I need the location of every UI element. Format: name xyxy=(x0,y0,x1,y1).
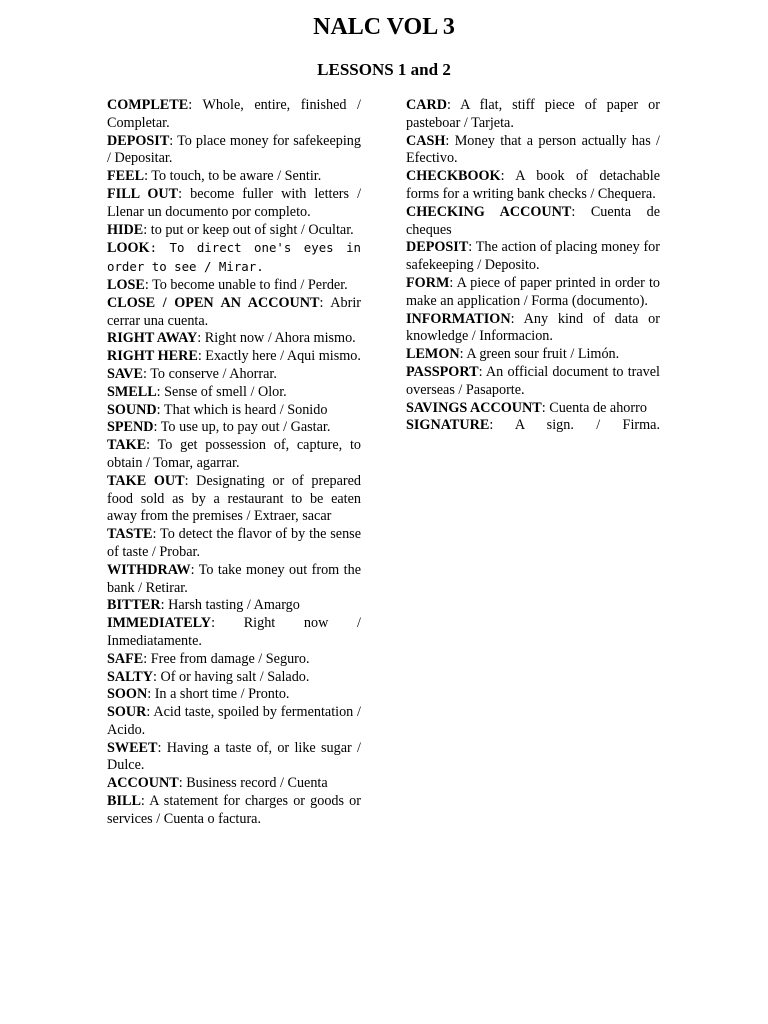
vocab-term: SPEND xyxy=(107,419,154,436)
vocab-entry xyxy=(107,239,361,277)
vocab-entry xyxy=(107,704,361,740)
vocab-definition: : Whole, entire, finished / Completar. xyxy=(107,97,361,131)
vocabulary-column-right xyxy=(406,97,660,435)
vocab-entry xyxy=(107,168,361,186)
vocab-term: SALTY xyxy=(107,668,154,685)
vocab-definition: : Business record / Cuenta xyxy=(178,775,328,792)
vocab-entry xyxy=(406,275,660,311)
vocab-entry xyxy=(107,330,361,348)
vocab-term: DEPOSIT xyxy=(107,132,170,149)
vocab-definition: : to put or keep out of sight / Ocultar. xyxy=(143,221,354,238)
vocab-definition: : A sign. / Firma. xyxy=(489,417,660,434)
vocab-entry xyxy=(406,400,660,418)
vocab-definition: : Having a taste of, or like sugar / Dulce. xyxy=(107,739,361,774)
vocab-definition: : Money that a person actually has / Efectivo. xyxy=(406,132,660,167)
vocab-definition: : A statement for charges or goods or services / Cuenta o factura. xyxy=(107,793,361,827)
vocab-entry xyxy=(107,793,361,829)
vocab-definition: : Any kind of data or knowledge / Informacion. xyxy=(406,310,660,345)
vocab-entry xyxy=(406,168,660,204)
vocab-definition: : To detect the flavor of by the sense of taste / Probar. xyxy=(107,526,361,560)
vocab-term: BILL xyxy=(107,793,141,810)
vocab-definition: : To get possession of, capture, to obtain / Tomar, agarrar. xyxy=(107,437,361,471)
vocab-term: INFORMATION xyxy=(406,310,511,327)
vocab-definition: : To direct one's eyes in order to see / Mirar. xyxy=(107,240,361,275)
vocab-entry xyxy=(406,239,660,275)
vocab-term: LOOK xyxy=(107,240,150,257)
vocab-entry xyxy=(107,615,361,651)
vocab-entry xyxy=(406,364,660,400)
vocab-entry xyxy=(107,775,361,793)
vocab-term: FILL OUT xyxy=(107,185,179,202)
vocab-definition: : Abrir cerrar una cuenta. xyxy=(107,294,362,329)
vocab-term: CHECKBOOK xyxy=(406,168,501,185)
vocab-term: SAFE xyxy=(107,650,144,667)
vocab-definition: : To use up, to pay out / Gastar. xyxy=(153,419,331,436)
vocab-term: SOUND xyxy=(107,401,157,418)
vocab-definition: : To conserve / Ahorrar. xyxy=(143,365,277,382)
vocab-term: RIGHT HERE xyxy=(107,348,198,365)
vocab-entry xyxy=(107,97,361,133)
vocab-term: SAVINGS ACCOUNT xyxy=(406,399,542,416)
vocab-entry xyxy=(406,311,660,347)
vocab-definition: : become fuller with letters / Llenar un documento por completo. xyxy=(107,185,362,220)
vocab-definition: : A green sour fruit / Limón. xyxy=(459,346,620,363)
vocab-entry xyxy=(107,295,361,331)
vocab-definition: : Right now / Ahora mismo. xyxy=(197,330,356,347)
vocab-entry xyxy=(107,366,361,384)
vocab-entry xyxy=(406,204,660,240)
vocab-definition: : A flat, stiff piece of paper or pasteboar / Tarjeta. xyxy=(406,97,660,131)
vocab-definition: : Right now / Inmediatamente. xyxy=(107,615,361,649)
vocab-definition: : To become unable to find / Perder. xyxy=(144,276,348,293)
vocab-entry xyxy=(107,419,361,437)
vocab-term: TAKE OUT xyxy=(107,472,185,489)
vocab-term: FEEL xyxy=(107,168,145,185)
vocab-definition: : Designating or of prepared food sold as by a restaurant to be eaten away from the premises / Extraer, sacar xyxy=(107,472,362,525)
vocab-entry xyxy=(107,384,361,402)
vocab-definition: : Cuenta de ahorro xyxy=(541,399,647,416)
page-title: NALC VOL 3 xyxy=(313,14,455,40)
vocab-definition: : A piece of paper printed in order to make an application / Forma (documento). xyxy=(406,274,660,309)
vocab-term: PASSPORT xyxy=(406,363,479,380)
vocab-term: CLOSE / OPEN AN ACCOUNT xyxy=(107,294,320,311)
vocab-definition: : Cuenta de cheques xyxy=(406,203,660,238)
vocab-entry xyxy=(107,133,361,169)
vocab-definition: : That which is heard / Sonido xyxy=(156,401,328,418)
vocab-entry xyxy=(107,526,361,562)
vocab-term: SWEET xyxy=(107,739,158,756)
vocab-definition: : To place money for safekeeping / Depositar. xyxy=(107,132,361,167)
page-subtitle: LESSONS 1 and 2 xyxy=(317,60,451,79)
vocab-entry xyxy=(406,133,660,169)
vocab-entry xyxy=(107,562,361,598)
vocab-entry xyxy=(107,277,361,295)
vocab-definition: : To take money out from the bank / Retirar. xyxy=(107,561,361,596)
vocab-term: IMMEDIATELY xyxy=(107,615,212,632)
vocab-definition: : Acid taste, spoiled by fermentation / Acido. xyxy=(107,704,361,738)
vocab-definition: : A book of detachable forms for a writing bank checks / Chequera. xyxy=(406,168,660,202)
vocab-term: ACCOUNT xyxy=(107,775,179,792)
vocab-term: TASTE xyxy=(107,526,153,543)
vocab-entry xyxy=(107,473,361,526)
vocab-term: RIGHT AWAY xyxy=(107,330,198,347)
vocab-term: TAKE xyxy=(107,437,147,454)
vocab-term: HIDE xyxy=(107,221,144,238)
vocab-definition: : An official document to travel overseas / Pasaporte. xyxy=(406,363,660,398)
vocab-definition: : Harsh tasting / Amargo xyxy=(160,597,300,614)
vocab-entry xyxy=(406,346,660,364)
vocab-entry xyxy=(107,186,361,222)
vocab-entry xyxy=(107,669,361,687)
vocab-term: SAVE xyxy=(107,365,144,382)
vocab-definition: : Sense of smell / Olor. xyxy=(156,383,287,400)
vocab-entry xyxy=(107,740,361,776)
vocab-term: CASH xyxy=(406,132,446,149)
vocab-definition: : Of or having salt / Salado. xyxy=(153,668,310,685)
vocab-definition: : To touch, to be aware / Sentir. xyxy=(144,168,322,185)
vocab-entry xyxy=(107,651,361,669)
vocab-definition: : The action of placing money for safekeeping / Deposito. xyxy=(406,239,660,274)
vocab-term: SOON xyxy=(107,686,148,703)
vocab-definition: : In a short time / Pronto. xyxy=(147,686,290,703)
vocab-term: LEMON xyxy=(406,346,460,363)
vocab-term: FORM xyxy=(406,274,450,291)
vocab-entry xyxy=(406,97,660,133)
vocab-term: SOUR xyxy=(107,704,147,721)
vocab-entry xyxy=(107,222,361,240)
vocab-entry xyxy=(406,417,660,435)
vocab-term: SMELL xyxy=(107,383,157,400)
vocabulary-column-left xyxy=(107,97,361,829)
vocab-term: WITHDRAW xyxy=(107,561,191,578)
vocab-entry xyxy=(107,686,361,704)
vocab-term: SIGNATURE xyxy=(406,417,490,434)
vocab-entry xyxy=(107,437,361,473)
vocab-entry xyxy=(107,348,361,366)
vocab-definition: : Exactly here / Aqui mismo. xyxy=(197,348,361,365)
vocab-term: LOSE xyxy=(107,276,145,293)
vocab-term: CARD xyxy=(406,97,447,113)
vocab-term: COMPLETE xyxy=(107,97,189,113)
vocab-entry xyxy=(107,402,361,420)
vocab-term: CHECKING ACCOUNT xyxy=(406,203,572,220)
vocab-entry xyxy=(107,597,361,615)
vocab-term: BITTER xyxy=(107,597,161,614)
vocab-term: DEPOSIT xyxy=(406,239,469,256)
vocab-definition: : Free from damage / Seguro. xyxy=(143,650,310,667)
